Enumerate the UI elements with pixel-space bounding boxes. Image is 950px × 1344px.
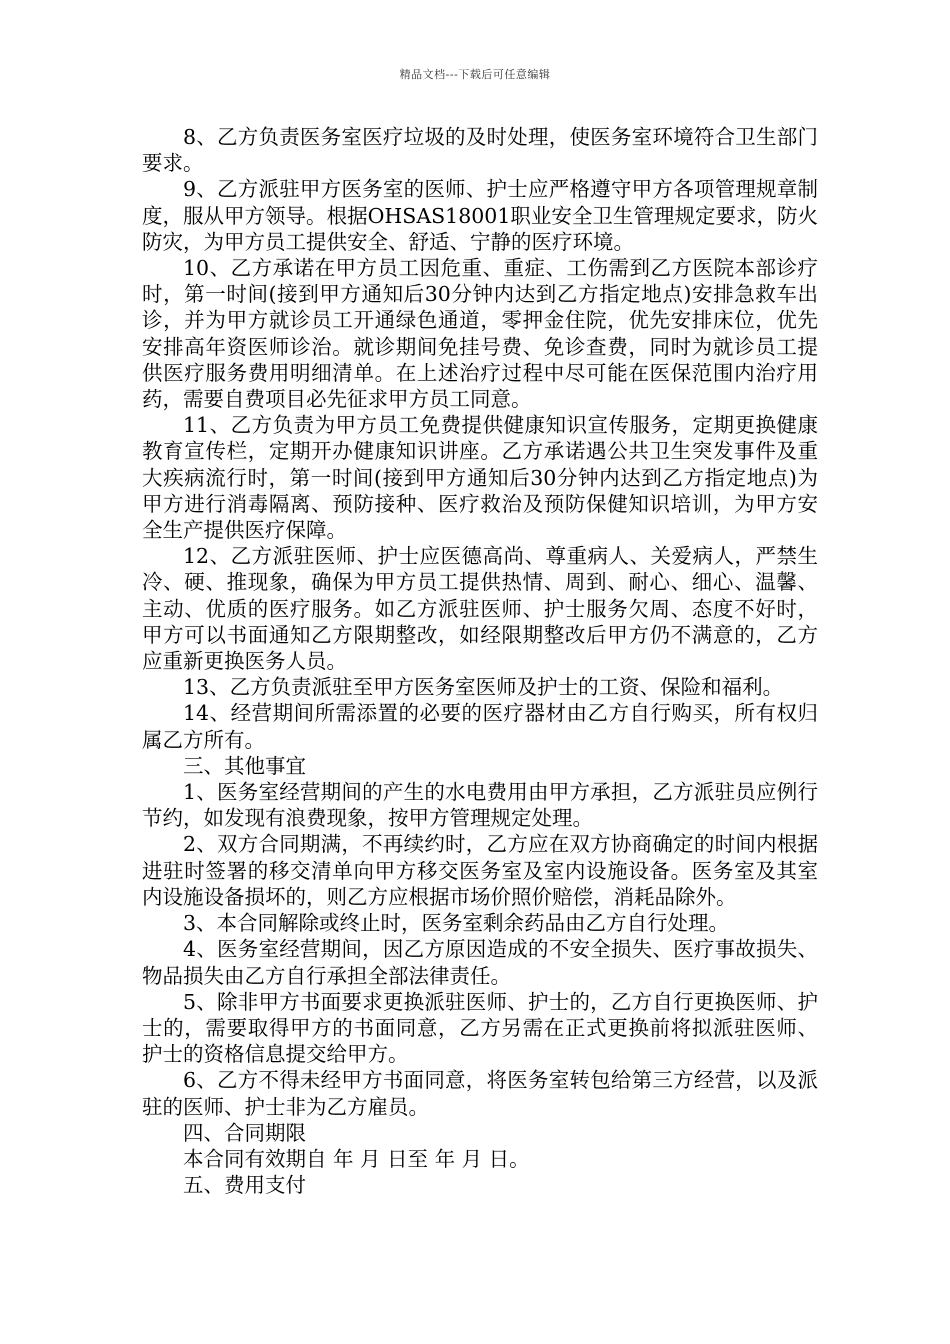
- document-body: [142, 124, 818, 1198]
- paragraph: 1、医务室经营期间的产生的水电费用由甲方承担，乙方派驻员应例行节约，如发现有浪费现象，按甲方管理规定处理。: [142, 780, 818, 831]
- paragraph: 4、医务室经营期间，因乙方原因造成的不安全损失、医疗事故损失、物品损失由乙方自行承担全部法律责任。: [142, 937, 818, 988]
- paragraph: 5、除非甲方书面要求更换派驻医师、护士的，乙方自行更换医师、护士的，需要取得甲方的书面同意，乙方另需在正式更换前将拟派驻医师、护士的资格信息提交给甲方。: [142, 989, 818, 1067]
- section-heading: 三、其他事宜: [183, 753, 306, 778]
- paragraph: 13、乙方负责派驻至甲方医务室医师及护士的工资、保险和福利。: [183, 675, 784, 700]
- paragraph: 12、乙方派驻医师、护士应医德高尚、尊重病人、关爱病人，严禁生冷、硬、推现象，确保为甲方员工提供热情、周到、耐心、细心、温馨、主动、优质的医疗服务。如乙方派驻医师、护士服务欠周、态度不好时，甲方可以书面通知乙方限期整改，如经限期整改后甲方仍不满意的，乙方应重新更换医务人员。: [142, 544, 818, 674]
- paragraph: 9、乙方派驻甲方医务室的医师、护士应严格遵守甲方各项管理规章制度，服从甲方领导。根据OHSAS18001职业安全卫生管理规定要求，防火防灾，为甲方员工提供安全、舒适、宁静的医疗环境。: [142, 177, 818, 254]
- paragraph: 3、本合同解除或终止时，医务室剩余药品由乙方自行处理。: [183, 911, 730, 936]
- paragraph: 8、乙方负责医务室医疗垃圾的及时处理，使医务室环境符合卫生部门要求。: [142, 125, 818, 176]
- paragraph: 2、双方合同期满，不再续约时，乙方应在双方协商确定的时间内根据进驻时签署的移交清单向甲方移交医务室及室内设施设备。医务室及其室内设施设备损坏的，则乙方应根据市场价照价赔偿，消耗品除外。: [142, 832, 818, 909]
- paragraph: 11、乙方负责为甲方员工免费提供健康知识宣传服务，定期更换健康教育宣传栏，定期开办健康知识讲座。乙方承诺遇公共卫生突发事件及重大疾病流行时，第一时间(接到甲方通知后30分钟内达到乙方指定地点)为甲方进行消毒隔离、预防接种、医疗救治及预防保健知识培训，为甲方安全生产提供医疗保障。: [142, 413, 818, 543]
- paragraph: 本合同有效期自 年 月 日至 年 月 日。: [183, 1146, 530, 1171]
- page-header: 精品文档---下载后可任意编辑: [399, 68, 551, 81]
- section-heading: 四、合同期限: [183, 1120, 306, 1145]
- paragraph: 14、经营期间所需添置的必要的医疗器材由乙方自行购买，所有权归属乙方所有。: [142, 701, 818, 752]
- section-heading: 五、费用支付: [183, 1173, 306, 1198]
- paragraph: 6、乙方不得未经甲方书面同意，将医务室转包给第三方经营，以及派驻的医师、护士非为乙方雇员。: [142, 1068, 818, 1119]
- paragraph: 10、乙方承诺在甲方员工因危重、重症、工伤需到乙方医院本部诊疗时，第一时间(接到甲方通知后30分钟内达到乙方指定地点)安排急救车出诊，并为甲方就诊员工开通绿色通道，零押金住院，优先安排床位，优先安排高年资医师诊治。就诊期间免挂号费、免诊查费，同时为就诊员工提供医疗服务费用明细清单。在上述治疗过程中尽可能在医保范围内治疗用药，需要自费项目必先征求甲方员工同意。: [142, 256, 818, 412]
